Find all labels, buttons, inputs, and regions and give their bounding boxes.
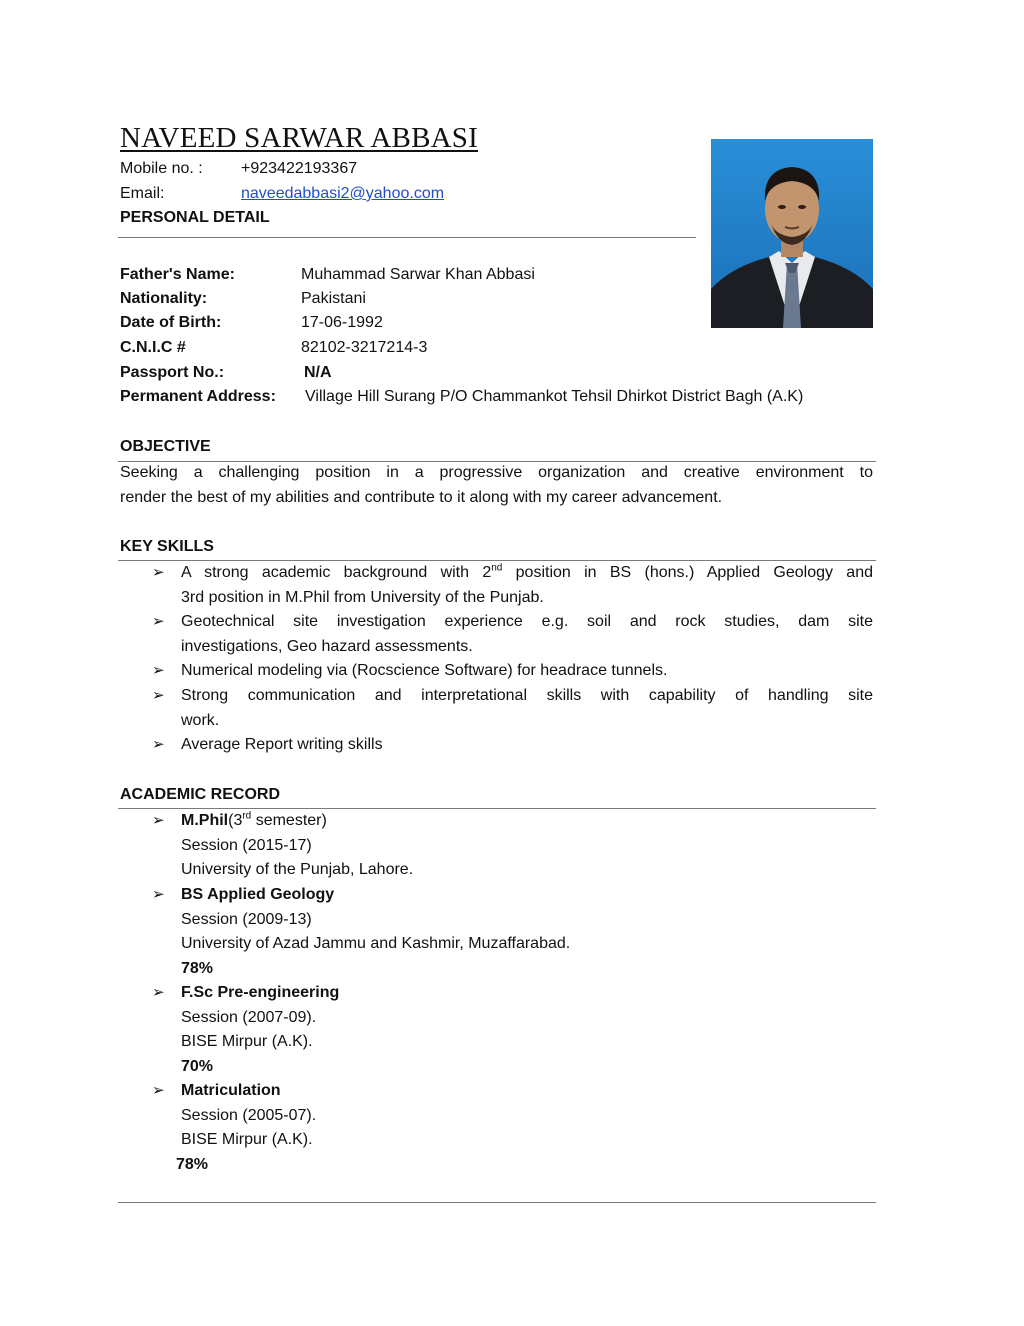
matric-institution: BISE Mirpur (A.K). — [181, 1131, 313, 1148]
academic-item-bs — [181, 883, 873, 981]
skill-item-academic — [181, 561, 873, 610]
objective-line-1: Seeking a challenging position in a progressive organization and creative environment to — [120, 464, 873, 481]
skill-4-line-2: work. — [181, 711, 220, 729]
bs-session: Session (2009-13) — [181, 910, 312, 928]
skill-1-sup: nd — [491, 562, 503, 574]
skill-item-report — [181, 733, 873, 758]
matric-score: 78% — [176, 1156, 209, 1173]
skill-2-line-1: Geotechnical site investigation experience e.g. soil and rock studies, dam site — [181, 613, 873, 630]
bs-institution: University of Azad Jammu and Kashmir, Muzaffarabad. — [181, 935, 571, 952]
bullet-icon: ➢ — [152, 812, 165, 829]
fsc-score: 70% — [181, 1057, 214, 1075]
bullet-icon: ➢ — [152, 984, 165, 1001]
bullet-icon: ➢ — [152, 613, 165, 630]
fsc-institution: BISE Mirpur (A.K). — [181, 1033, 313, 1050]
bullet-icon: ➢ — [152, 736, 165, 753]
fsc-session: Session (2007-09). — [181, 1008, 317, 1026]
matric-session: Session (2005-07). — [181, 1106, 317, 1124]
mphil-session: Session (2015-17) — [181, 836, 312, 854]
mphil-paren-open: (3 — [228, 812, 243, 829]
footer-divider — [118, 1202, 876, 1203]
bullet-icon: ➢ — [152, 687, 165, 704]
dob-label: Date of Birth: — [120, 314, 222, 331]
academic-item-matric — [181, 1079, 873, 1153]
address-value: Village Hill Surang P/O Chammankot Tehsil Dhirkot District Bagh (A.K) — [305, 388, 804, 405]
father-name-value: Muhammad Sarwar Khan Abbasi — [301, 266, 535, 283]
passport-label: Passport No.: — [120, 364, 225, 381]
academic-item-mphil — [181, 809, 873, 883]
address-label: Permanent Address: — [120, 388, 276, 405]
email-link[interactable]: naveedabbasi2@yahoo.com — [241, 185, 445, 202]
mobile-value: +923422193367 — [241, 160, 358, 177]
skill-5: Average Report writing skills — [181, 736, 383, 753]
profile-photo — [711, 139, 873, 328]
passport-value: N/A — [304, 364, 332, 381]
skill-1-post: position in BS (hons.) Applied Geology and — [502, 564, 874, 581]
skill-item-communication — [181, 684, 873, 733]
bullet-icon: ➢ — [152, 662, 165, 679]
portrait-illustration — [711, 139, 873, 328]
candidate-name: NAVEED SARWAR ABBASI — [120, 122, 478, 154]
personal-detail-heading: PERSONAL DETAIL — [120, 209, 270, 226]
skill-item-modeling — [181, 659, 873, 684]
email-label: Email: — [120, 185, 165, 202]
academic-item-fsc — [181, 981, 873, 1079]
skill-1-line-2: 3rd position in M.Phil from University of the Punjab. — [181, 588, 544, 606]
cnic-label: C.N.I.C # — [120, 339, 186, 356]
bullet-icon: ➢ — [152, 886, 165, 903]
bullet-icon: ➢ — [152, 564, 165, 581]
mphil-institution: University of the Punjab, Lahore. — [181, 861, 414, 878]
cnic-value: 82102-3217214-3 — [301, 339, 428, 356]
academic-record-heading: ACADEMIC RECORD — [120, 786, 280, 803]
skill-3: Numerical modeling via (Rocscience Software) for headrace tunnels. — [181, 662, 668, 679]
fsc-title: F.Sc Pre-engineering — [181, 984, 340, 1001]
skill-4-line-1: Strong communication and interpretational skills with capability of handling site — [181, 687, 873, 704]
mphil-paren-rest: semester) — [251, 812, 327, 829]
mphil-sup: rd — [242, 810, 252, 822]
matric-title: Matriculation — [181, 1082, 281, 1099]
objective-heading: OBJECTIVE — [120, 438, 211, 455]
personal-divider — [118, 237, 696, 238]
key-skills-heading: KEY SKILLS — [120, 538, 214, 555]
father-name-label: Father's Name: — [120, 266, 235, 283]
nationality-value: Pakistani — [301, 290, 366, 307]
objective-line-2: render the best of my abilities and contribute to it along with my career advancement. — [120, 488, 723, 506]
skill-1-pre: A strong academic background with 2 — [181, 564, 492, 581]
mobile-label: Mobile no. : — [120, 160, 203, 177]
nationality-label: Nationality: — [120, 290, 208, 307]
objective-text — [120, 461, 873, 510]
bs-title: BS Applied Geology — [181, 886, 335, 903]
mphil-title: M.Phil — [181, 812, 229, 829]
skill-2-line-2: investigations, Geo hazard assessments. — [181, 637, 473, 655]
bs-score: 78% — [181, 959, 214, 977]
dob-value: 17-06-1992 — [301, 314, 383, 331]
bullet-icon: ➢ — [152, 1082, 165, 1099]
skill-item-geotechnical — [181, 610, 873, 659]
